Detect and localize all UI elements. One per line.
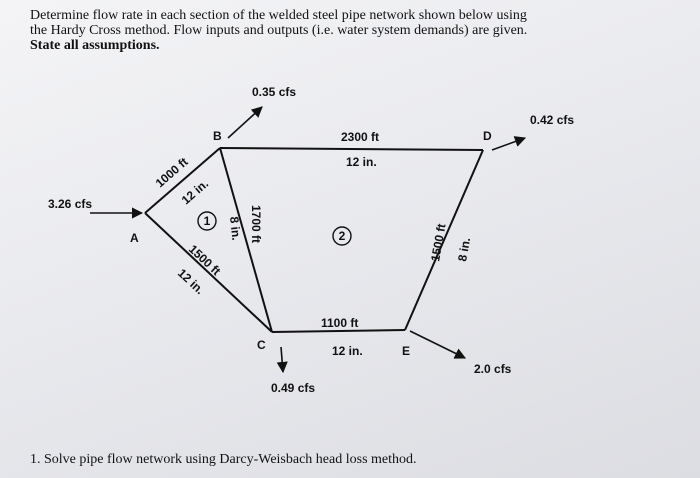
pipe-de-diameter: 8 in.	[455, 236, 474, 263]
pipe-de-length: 1500 ft	[428, 222, 449, 263]
task-1: 1. Solve pipe flow network using Darcy-Weisbach head loss method.	[30, 452, 417, 467]
node-c-label: C	[257, 338, 266, 352]
pipe-ac-diameter: 12 in.	[174, 265, 207, 298]
problem-line-1: Determine flow rate in each section of the welded steel pipe network shown below using	[30, 8, 527, 23]
pipe-ce-length: 1100 ft	[321, 316, 359, 330]
pipe-bd-length: 2300 ft	[341, 130, 380, 144]
pipe-ab-diameter: 12 in.	[178, 176, 212, 208]
loop-1-label: 1	[203, 214, 211, 228]
pipe-ce	[272, 330, 405, 332]
outflow-d-arrow	[492, 138, 525, 150]
pipe-bc-diameter: 8 in.	[227, 215, 244, 242]
pipe-ce-diameter: 12 in.	[332, 344, 363, 358]
pipe-bc	[220, 148, 272, 332]
outflow-c-label: 0.49 cfs	[271, 381, 316, 395]
inflow-a-label: 3.26 cfs	[48, 197, 93, 211]
pipe-bc-length: 1700 ft	[249, 205, 263, 244]
pipe-ac-length: 1500 ft	[185, 241, 224, 279]
outflow-b-label: 0.35 cfs	[252, 85, 297, 99]
node-d-label: D	[483, 129, 492, 143]
pipe-ab-length: 1000 ft	[152, 154, 191, 191]
pipe-bd	[220, 148, 483, 150]
outflow-e-label: 2.0 cfs	[474, 362, 512, 376]
node-a-label: A	[130, 231, 139, 245]
outflow-d-label: 0.42 cfs	[530, 113, 575, 127]
pipe-bd-diameter: 12 in.	[346, 155, 377, 169]
outflow-c-arrow	[281, 347, 283, 372]
node-b-label: B	[213, 129, 222, 143]
loop-2-label: 2	[338, 229, 346, 243]
outflow-e-arrow	[410, 331, 465, 358]
problem-line-3: State all assumptions.	[30, 38, 160, 53]
node-e-label: E	[402, 344, 411, 358]
outflow-b-arrow	[228, 107, 262, 138]
problem-line-2: the Hardy Cross method. Flow inputs and outputs (i.e. water system demands) are given.	[30, 23, 528, 38]
